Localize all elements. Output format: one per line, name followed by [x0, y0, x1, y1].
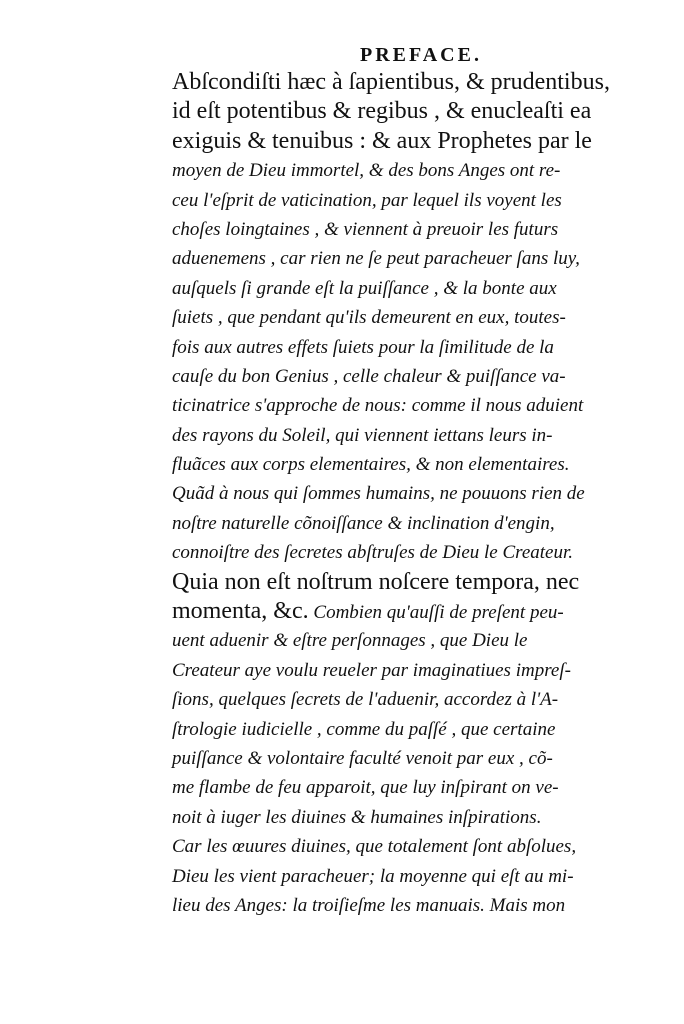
text-line-18: Quia non eſt noſtrum noſcere tempora, nec	[172, 568, 580, 595]
text-line-29: lieu des Anges: la troiſieſme les manuais. Mais mon	[172, 894, 566, 916]
text-line-7: aduenemens , car rien ne ſe peut paracheuer ſans luy,	[172, 248, 580, 270]
text-line-12: ticinatrice s'approche de nous: comme il nous aduient	[172, 395, 584, 417]
text-line-20: uent aduenir & eſtre perſonnages , que Dieu le	[172, 630, 528, 652]
text-line-21: Createur aye voulu reueler par imaginatiues impreſ-	[172, 659, 571, 681]
text-line-23: ſtrologie iudicielle , comme du paſſé , que certaine	[172, 718, 556, 740]
text-line-14: fluãces aux corps elementaires, & non elementaires.	[172, 454, 570, 476]
text-line-17: connoiſtre des ſecretes abſtruſes de Dieu le Createur.	[172, 542, 574, 564]
text-line-19-roman: momenta, &c.	[172, 598, 309, 625]
text-line-13: des rayons du Soleil, qui viennent iettans leurs in-	[172, 424, 553, 446]
text-line-22: ſions, quelques ſecrets de l'aduenir, accordez à l'A-	[172, 689, 559, 711]
text-line-2: id eſt potentibus & regibus , & enucleaſti ea	[172, 98, 592, 125]
text-line-5: ceu l'eſprit de vaticination, par lequel ils voyent les	[172, 189, 562, 211]
text-line-8: auſquels ſi grande eſt la puiſſance , & la bonte aux	[172, 277, 557, 299]
text-line-19	[172, 597, 672, 626]
text-line-25: me flambe de feu apparoit, que luy inſpirant on ve-	[172, 777, 559, 799]
text-line-27: Car les œuures diuines, que totalement ſont abſolues,	[172, 836, 577, 858]
text-line-3: exiguis & tenuibus : & aux Prophetes par le	[172, 127, 592, 154]
text-line-1: Abſcondiſti hæc à ſapientibus, & prudentibus,	[172, 69, 610, 95]
text-line-15: Quãd à nous qui ſommes humains, ne pouuons rien de	[172, 483, 585, 505]
running-head: PREFACE.	[360, 44, 482, 66]
text-line-10: fois aux autres effets ſuiets pour la ſimilitude de la	[172, 336, 554, 358]
text-line-24: puiſſance & volontaire faculté venoit par eux , cõ-	[172, 747, 553, 769]
text-line-19-italic: Combien qu'auſſi de preſent peu-	[308, 602, 564, 624]
body-text	[172, 68, 672, 920]
text-line-4: moyen de Dieu immortel, & des bons Anges ont re-	[172, 160, 561, 182]
text-line-9: ſuiets , que pendant qu'ils demeurent en eux, toutes-	[172, 307, 566, 329]
text-line-26: noit à iuger les diuines & humaines inſpirations.	[172, 806, 542, 828]
text-line-16: noſtre naturelle cõnoiſſance & inclination d'engin,	[172, 512, 555, 534]
text-line-11: cauſe du bon Genius , celle chaleur & puiſſance va-	[172, 365, 566, 387]
text-line-28: Dieu les vient paracheuer; la moyenne qui eſt au mi-	[172, 865, 574, 887]
text-line-6: choſes loingtaines , & viennent à preuoir les futurs	[172, 218, 559, 240]
